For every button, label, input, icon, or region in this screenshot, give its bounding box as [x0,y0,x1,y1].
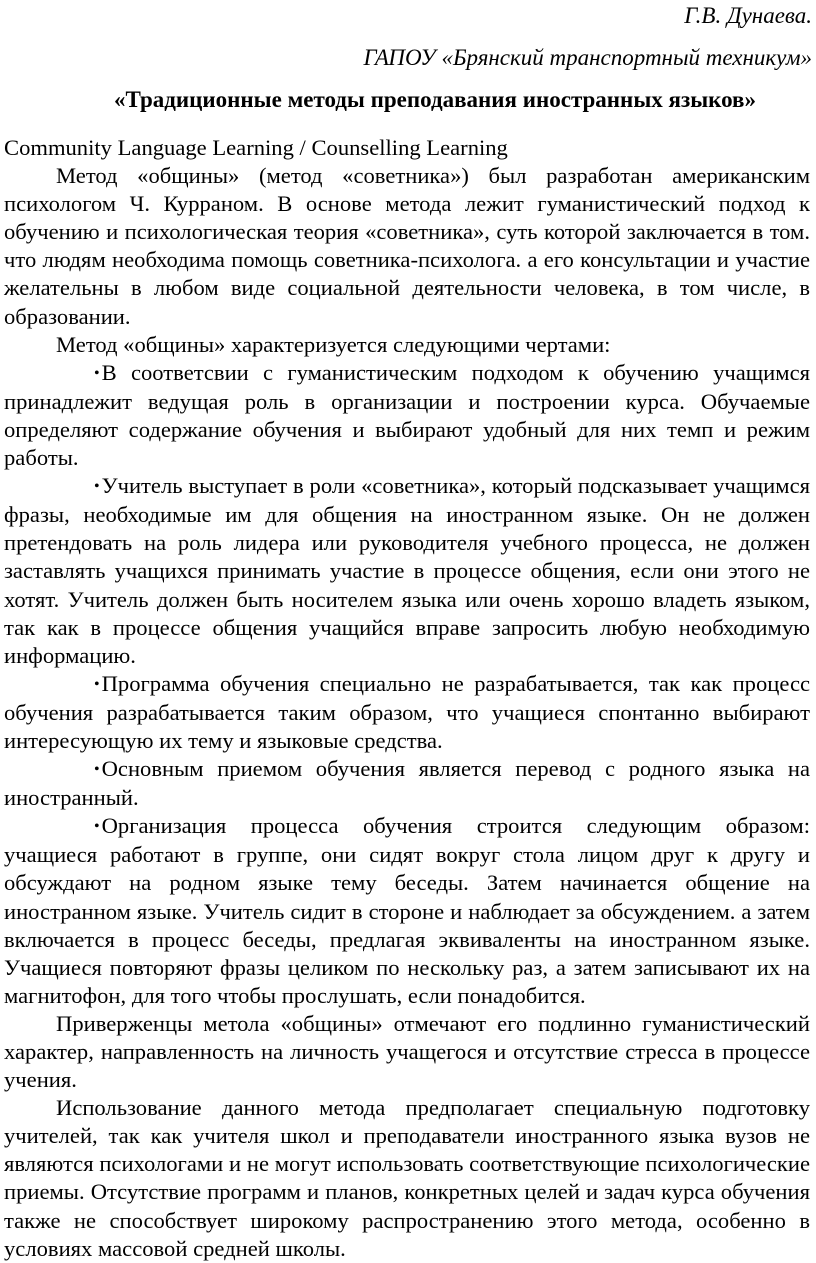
feature-item [4,755,810,812]
organization-name: ГАПОУ «Брянский транспортный техникум» [363,45,812,70]
bullet-icon: • [94,761,100,779]
feature-text: Учитель выступает в роли «советника», который подсказывает учащимся фразы, необходимые им для общения на иностранном языке. Он не должен претендовать на роль лидера или руководителя учебного процесса, не должен заставлять учащихся принимать участие в процессе общения, если они этого не хотят. Учитель должен быть носителем языка или очень хорошо владеть языком, так как в процессе общения учащийся вправе запросить любую необходимую информацию. [4,473,810,668]
features-lead-paragraph: Метод «общины» характеризуется следующими чертами: [56,331,611,357]
bullet-icon: • [94,818,100,836]
feature-text: Организация процесса обучения строится следующим образом: учащиеся работают в группе, они сидят вокруг стола лицом друг к другу и обсуждают на родном языке тему беседы. Затем начинается общение на иностранном языке. Учитель сидит в стороне и наблюдает за обсуждением. а затем включается в процесс беседы, предлагая эквиваленты на иностранном языке. Учащиеся повторяют фразы целиком по нескольку раз, а затем записывают их на магнитофон, для того чтобы прослушать, если понадобится. [4,813,810,1008]
usage-paragraph: Использование данного метода предполагает специальную подготовку учителей, так как учителя школ и преподаватели иностранного языка вузов не являются психологами и не могут использовать соответствующие психологические приемы. Отсутствие программ и планов, конкретных целей и задач курса обучения также не способствует широкому распространению этого метода, особенно в условиях массовой средней школы. [4,1095,810,1261]
feature-item [4,670,810,755]
feature-item [4,472,810,670]
feature-item [4,812,810,1010]
document-title: «Традиционные методы преподавания иностранных языков» [114,87,756,112]
bullet-icon: • [94,478,100,496]
supporters-paragraph: Приверженцы метола «общины» отмечают его подлинно гуманистический характер, направленность на личность учащегося и отсутствие стресса в процессе учения. [4,1010,810,1093]
intro-paragraph: Метод «общины» (метод «советника») был разработан американским психологом Ч. Курраном. В основе метода лежит гуманистический подход к обучению и психологическая теория «советника», суть которой заключается в том. что людям необходима помощь советника-психолога. а его консультации и участие желательны в любом виде социальной деятельности человека, в том числе, в образовании. [4,163,810,329]
bullet-icon: • [94,675,100,693]
author-name: Г.В. Дунаева. [684,3,812,28]
feature-text: Программа обучения специально не разрабатывается, так как процесс обучения разрабатывается таким образом, что учащиеся спонтанно выбирают интересующую их тему и языковые средства. [4,670,810,753]
document-body [4,134,810,1263]
method-subtitle: Community Language Learning / Counselling Learning [4,135,508,160]
feature-text: В соответсвии с гуманистическим подходом к обучению учащимся принадлежит ведущая роль в организации и построении курса. Обучаемые определяют содержание обучения и выбирают удобный для них темп и режим работы. [4,359,810,471]
bullet-icon: • [94,364,100,382]
feature-text: Основным приемом обучения является перевод с родного языка на иностранный. [4,756,810,811]
feature-item [4,359,810,472]
